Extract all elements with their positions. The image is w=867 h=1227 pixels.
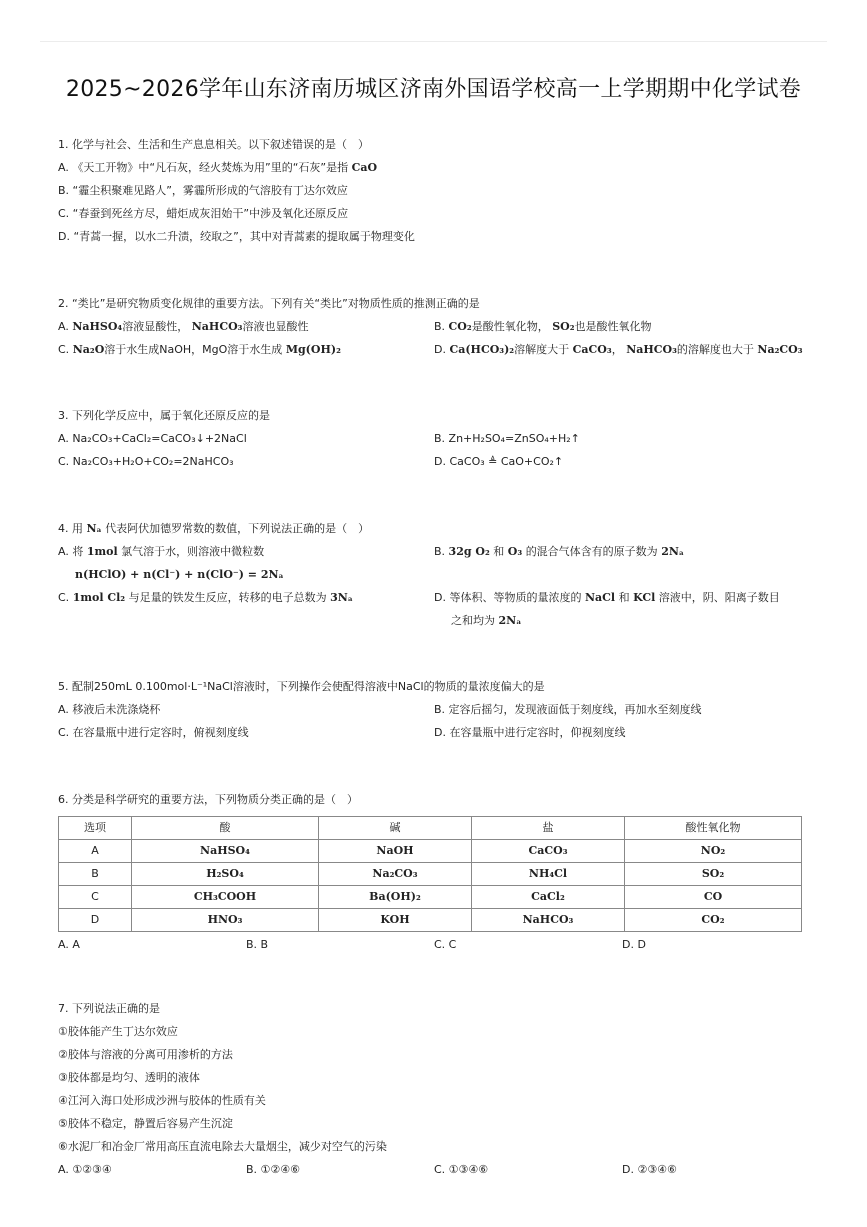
top-divider	[40, 41, 827, 42]
option-b[interactable]: B. 32g O₂ 和 O₃ 的混合气体含有的原子数为 2Nₐ	[434, 545, 685, 558]
option-d[interactable]: D. CaCO₃ ≜ CaO+CO₂↑	[434, 455, 564, 468]
table-row: C CH₃COOH Ba(OH)₂ CaCl₂ CO	[59, 886, 802, 909]
option-c[interactable]: C. C	[434, 938, 457, 951]
statement-item: ②胶体与溶液的分离可用渗析的方法	[58, 1048, 233, 1061]
option-c[interactable]: C. 1mol Cl₂ 与足量的铁发生反应，转移的电子总数为 3Nₐ	[58, 591, 353, 604]
question-5	[58, 680, 818, 749]
option-d[interactable]: D. 等体积、等物质的量浓度的 NaCl 和 KCl 溶液中，阴、阳离子数目 之和均为 2Nₐ	[434, 591, 780, 627]
option-c[interactable]: C. Na₂CO₃+H₂O+CO₂=2NaHCO₃	[58, 455, 234, 468]
question-stem: 1. 化学与社会、生活和生产息息相关。以下叙述错误的是（ ）	[58, 138, 369, 151]
option-b[interactable]: B. Zn+H₂SO₄=ZnSO₄+H₂↑	[434, 432, 580, 445]
table-row: B H₂SO₄ Na₂CO₃ NH₄Cl SO₂	[59, 863, 802, 886]
question-2	[58, 297, 818, 366]
table-row: D HNO₃ KOH NaHCO₃ CO₂	[59, 909, 802, 932]
question-4	[58, 522, 818, 637]
statement-item: ③胶体都是均匀、透明的液体	[58, 1071, 200, 1084]
statement-item: ⑤胶体不稳定，静置后容易产生沉淀	[58, 1117, 233, 1130]
statement-item: ④江河入海口处形成沙洲与胶体的性质有关	[58, 1094, 266, 1107]
option-a[interactable]: A. NaHSO₄溶液显酸性， NaHCO₃溶液也显酸性	[58, 320, 309, 333]
option-d[interactable]: D. ②③④⑥	[622, 1163, 677, 1176]
question-stem: 7. 下列说法正确的是	[58, 1002, 160, 1015]
option-d[interactable]: D. 在容量瓶中进行定容时，仰视刻度线	[434, 726, 626, 739]
table-header-row: 选项 酸 碱 盐 酸性氧化物	[59, 817, 802, 840]
option-a[interactable]: A. 移液后未洗涤烧杯	[58, 703, 161, 716]
option-c[interactable]: C. ①③④⑥	[434, 1163, 489, 1176]
option-a[interactable]: A. 将 1mol 氯气溶于水，则溶液中微粒数 n(HClO) + n(Cl⁻) + n(ClO⁻) = 2Nₐ	[58, 545, 284, 581]
page-title: 2025~2026学年山东济南历城区济南外国语学校高一上学期期中化学试卷	[65, 77, 802, 102]
question-stem: 4. 用 Nₐ 代表阿伏加德罗常数的数值，下列说法正确的是（ ）	[58, 522, 370, 535]
question-3	[58, 409, 818, 478]
question-stem: 5. 配制250mL 0.100mol·L⁻¹NaCl溶液时，下列操作会使配得溶液中NaCl的物质的量浓度偏大的是	[58, 680, 545, 693]
option-b[interactable]: B. B	[246, 938, 269, 951]
question-stem: 3. 下列化学反应中，属于氧化还原反应的是	[58, 409, 270, 422]
option-b[interactable]: B. “霾尘积聚难见路人”，雾霾所形成的气溶胶有丁达尔效应	[58, 184, 348, 197]
option-a[interactable]: A. ①②③④	[58, 1163, 112, 1176]
option-a[interactable]: A. A	[58, 938, 80, 951]
option-b[interactable]: B. 定容后摇匀，发现液面低于刻度线，再加水至刻度线	[434, 703, 702, 716]
question-7	[58, 1002, 818, 1186]
question-6	[58, 793, 818, 961]
option-c[interactable]: C. “春蚕到死丝方尽，蜡炬成灰泪始干”中涉及氧化还原反应	[58, 207, 349, 220]
option-c[interactable]: C. 在容量瓶中进行定容时，俯视刻度线	[58, 726, 249, 739]
option-d[interactable]: D. “青蒿一握，以水二升渍，绞取之”，其中对青蒿素的提取属于物理变化	[58, 230, 415, 243]
question-1	[58, 138, 818, 253]
option-a[interactable]: A. Na₂CO₃+CaCl₂=CaCO₃↓+2NaCl	[58, 432, 247, 445]
question-stem: 6. 分类是科学研究的重要方法，下列物质分类正确的是（ ）	[58, 793, 358, 806]
statement-item: ⑥水泥厂和冶金厂常用高压直流电除去大量烟尘，减少对空气的污染	[58, 1140, 387, 1153]
question-stem: 2. “类比”是研究物质变化规律的重要方法。下列有关“类比”对物质性质的推测正确的是	[58, 297, 480, 310]
option-d[interactable]: D. Ca(HCO₃)₂溶解度大于 CaCO₃， NaHCO₃的溶解度也大于 Na₂CO₃	[434, 343, 803, 356]
classification-table	[58, 816, 802, 932]
option-a[interactable]: A. 《天工开物》中“凡石灰，经火焚炼为用”里的“石灰”是指 CaO	[58, 161, 378, 174]
statement-item: ①胶体能产生丁达尔效应	[58, 1025, 178, 1038]
option-c[interactable]: C. Na₂O溶于水生成NaOH，MgO溶于水生成 Mg(OH)₂	[58, 343, 341, 356]
option-d[interactable]: D. D	[622, 938, 646, 951]
option-b[interactable]: B. ①②④⑥	[246, 1163, 300, 1176]
table-row: A NaHSO₄ NaOH CaCO₃ NO₂	[59, 840, 802, 863]
option-b[interactable]: B. CO₂是酸性氧化物， SO₂也是酸性氧化物	[434, 320, 652, 333]
